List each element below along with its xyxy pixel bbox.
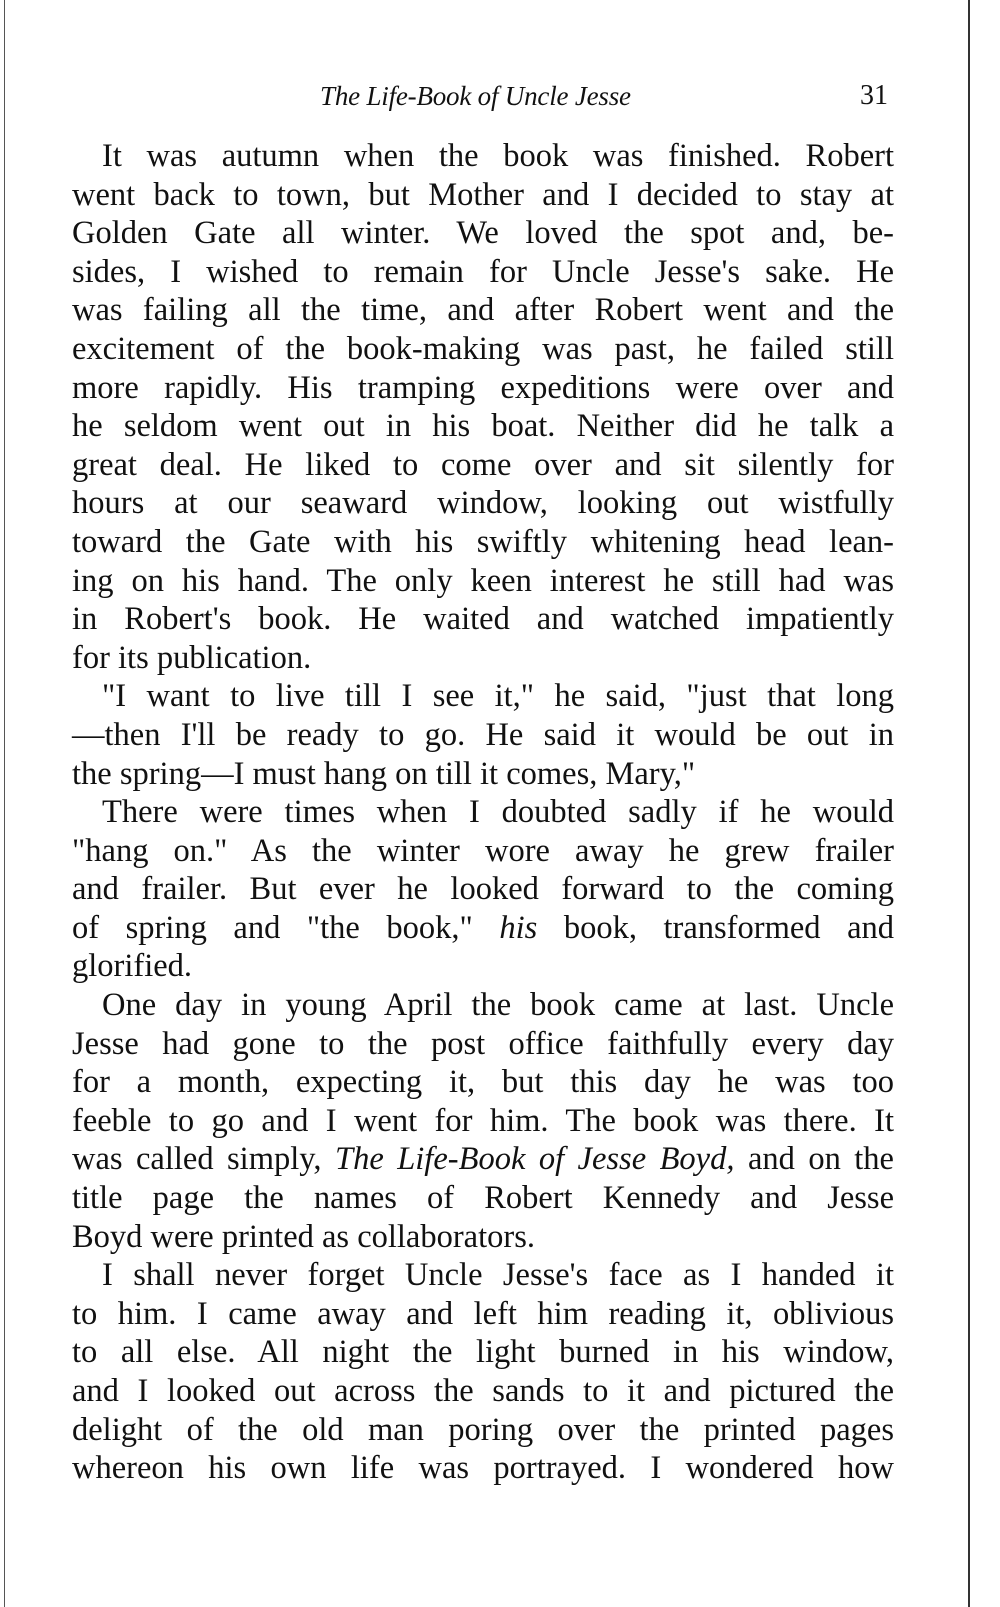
paragraph [72, 1256, 894, 1488]
text-line: Golden Gate all winter. We loved the spot and, be- [72, 215, 894, 252]
text-run: was called simply, [72, 1141, 335, 1178]
scan-edge-left [4, 0, 5, 1607]
text-line: There were times when I doubted sadly if he would [102, 794, 894, 831]
text-line: glorified. [72, 948, 193, 985]
text-line: title page the names of Robert Kennedy and Jesse [72, 1180, 894, 1217]
body-text [72, 137, 894, 1488]
text-line: whereon his own life was portrayed. I wondered how [72, 1450, 894, 1487]
text-line: for its publication. [72, 639, 312, 676]
text-line [72, 1140, 894, 1179]
text-line: more rapidly. His tramping expeditions were over and [72, 369, 894, 406]
text-line: and I looked out across the sands to it and pictured the [72, 1373, 894, 1409]
text-line: "hang on." As the winter wore away he grew frailer [72, 832, 894, 869]
running-title: The Life-Book of Uncle Jesse [320, 81, 631, 111]
text-line: in Robert's book. He waited and watched impatiently [72, 601, 894, 638]
text-line: the spring—I must hang on till it comes, Mary," [72, 755, 696, 792]
scan-edge-right [968, 0, 970, 1607]
text-run: book, transformed and [537, 909, 894, 946]
page-number: 31 [860, 80, 888, 111]
paragraph [72, 793, 894, 986]
paragraph [72, 677, 894, 793]
text-line: and frailer. But ever he looked forward to the coming [72, 871, 894, 908]
text-line: went back to town, but Mother and I decided to stay at [72, 176, 894, 213]
text-line: —then I'll be ready to go. He said it would be out in [72, 716, 894, 753]
text-run: and on the [734, 1141, 894, 1178]
text-line: Jesse had gone to the post office faithfully every day [72, 1025, 894, 1062]
text-line: toward the Gate with his swiftly whitening head lean- [72, 523, 894, 560]
text-line: One day in young April the book came at last. Uncle [102, 987, 894, 1024]
text-line: "I want to live till I see it," he said, "just that long [102, 678, 894, 715]
text-line: great deal. He liked to come over and sit silently for [72, 446, 894, 483]
italic-text: his [499, 909, 538, 946]
running-head [0, 78, 1000, 118]
italic-book-title: The Life-Book of Jesse Boyd, [335, 1141, 735, 1178]
text-line: feeble to go and I went for him. The book was there. It [72, 1102, 894, 1139]
paragraph [72, 986, 894, 1256]
text-line [72, 909, 894, 948]
text-line: was failing all the time, and after Robert went and the [72, 292, 894, 329]
text-line: sides, I wished to remain for Uncle Jesse's sake. He [72, 253, 894, 290]
text-line: ing on his hand. The only keen interest he still had was [72, 562, 894, 599]
text-line: for a month, expecting it, but this day he was too [72, 1064, 894, 1101]
text-line: excitement of the book-making was past, he failed still [72, 330, 894, 367]
text-line: hours at our seaward window, looking out wistfully [72, 485, 894, 522]
text-line: he seldom went out in his boat. Neither did he talk a [72, 408, 894, 445]
text-line: to all else. All night the light burned in his window, [72, 1334, 894, 1371]
text-line: It was autumn when the book was finished. Robert [102, 138, 894, 174]
text-run: of spring and "the book," [72, 909, 500, 946]
paragraph [72, 137, 894, 677]
text-line: Boyd were printed as collaborators. [72, 1218, 535, 1255]
text-line: delight of the old man poring over the printed pages [72, 1411, 894, 1448]
text-line: to him. I came away and left him reading it, oblivious [72, 1295, 894, 1332]
text-line: I shall never forget Uncle Jesse's face as I handed it [102, 1257, 894, 1294]
